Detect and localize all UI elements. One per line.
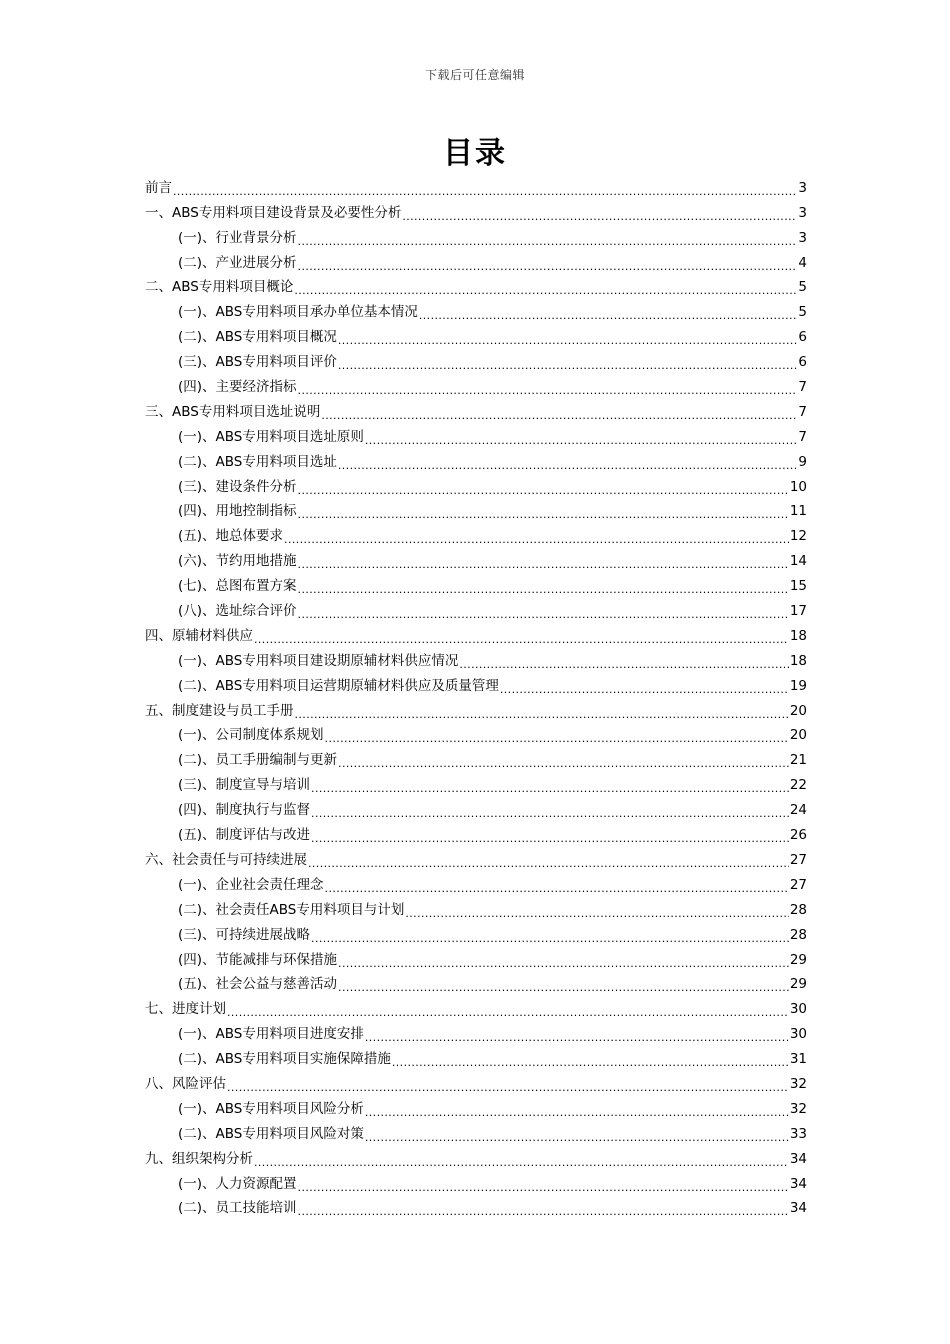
toc-entry-title: (三)、制度宣导与培训 bbox=[178, 777, 311, 794]
toc-entry[interactable] bbox=[145, 846, 807, 871]
toc-dot-leader bbox=[365, 432, 798, 446]
toc-entry-title: (五)、制度评估与改进 bbox=[178, 827, 311, 844]
toc-dot-leader bbox=[311, 780, 789, 794]
toc-entry-page-number: 21 bbox=[789, 752, 807, 769]
toc-entry-title: (三)、建设条件分析 bbox=[178, 478, 297, 495]
toc-entry-page-number: 15 bbox=[789, 578, 807, 595]
toc-dot-leader bbox=[338, 332, 798, 346]
toc-entry-page-number: 7 bbox=[798, 379, 807, 396]
toc-entry[interactable] bbox=[145, 1095, 807, 1120]
toc-entry[interactable] bbox=[145, 249, 807, 274]
toc-entry-title: (二)、员工手册编制与更新 bbox=[178, 752, 338, 769]
toc-entry-title: 八、风险评估 bbox=[145, 1075, 226, 1092]
toc-dot-leader bbox=[405, 905, 788, 919]
toc-entry-title: (一)、行业背景分析 bbox=[178, 229, 297, 246]
toc-entry[interactable] bbox=[145, 995, 807, 1020]
toc-entry-page-number: 22 bbox=[789, 777, 807, 794]
toc-entry-page-number: 6 bbox=[798, 329, 807, 346]
toc-entry-page-number: 7 bbox=[798, 428, 807, 445]
toc-dot-leader bbox=[311, 830, 789, 844]
toc-entry-page-number: 10 bbox=[789, 478, 807, 495]
toc-dot-leader bbox=[338, 457, 798, 471]
toc-dot-leader bbox=[365, 1029, 789, 1043]
toc-entry[interactable] bbox=[145, 672, 807, 697]
toc-entry[interactable] bbox=[145, 821, 807, 846]
toc-dot-leader bbox=[298, 556, 789, 570]
toc-entry[interactable] bbox=[145, 348, 807, 373]
toc-entry-title: (一)、ABS专用料项目进度安排 bbox=[178, 1026, 364, 1043]
toc-dot-leader bbox=[338, 755, 789, 769]
toc-entry-page-number: 24 bbox=[789, 802, 807, 819]
toc-entry-page-number: 11 bbox=[789, 503, 807, 520]
toc-entry-page-number: 29 bbox=[789, 976, 807, 993]
toc-entry-page-number: 14 bbox=[789, 553, 807, 570]
toc-entry-title: (四)、用地控制指标 bbox=[178, 503, 297, 520]
toc-entry[interactable] bbox=[145, 1045, 807, 1070]
toc-entry-title: (八)、选址综合评价 bbox=[178, 603, 297, 620]
toc-dot-leader bbox=[419, 307, 798, 321]
toc-entry[interactable] bbox=[145, 398, 807, 423]
toc-entry-page-number: 20 bbox=[789, 727, 807, 744]
toc-entry-page-number: 27 bbox=[789, 851, 807, 868]
toc-entry-page-number: 20 bbox=[789, 702, 807, 719]
toc-entry-page-number: 31 bbox=[789, 1051, 807, 1068]
toc-entry[interactable] bbox=[145, 373, 807, 398]
toc-dot-leader bbox=[254, 631, 789, 645]
toc-dot-leader bbox=[321, 407, 797, 421]
toc-entry-title: (二)、ABS专用料项目运营期原辅材料供应及质量管理 bbox=[178, 677, 499, 694]
toc-entry[interactable] bbox=[145, 448, 807, 473]
toc-entry[interactable] bbox=[145, 1195, 807, 1220]
toc-entry[interactable] bbox=[145, 1170, 807, 1195]
toc-entry[interactable] bbox=[145, 1020, 807, 1045]
toc-entry[interactable] bbox=[145, 746, 807, 771]
toc-entry-page-number: 12 bbox=[789, 528, 807, 545]
toc-entry-page-number: 34 bbox=[789, 1150, 807, 1167]
toc-entry[interactable] bbox=[145, 298, 807, 323]
toc-entry[interactable] bbox=[145, 971, 807, 996]
toc-entry-title: (一)、公司制度体系规划 bbox=[178, 727, 324, 744]
toc-entry-title: (一)、人力资源配置 bbox=[178, 1175, 297, 1192]
toc-dot-leader bbox=[338, 979, 789, 993]
toc-entry-title: 五、制度建设与员工手册 bbox=[145, 702, 294, 719]
toc-entry-title: (二)、ABS专用料项目概况 bbox=[178, 329, 337, 346]
toc-dot-leader bbox=[227, 1004, 789, 1018]
toc-dot-leader bbox=[295, 706, 789, 720]
toc-entry-title: (四)、制度执行与监督 bbox=[178, 802, 311, 819]
toc-entry-page-number: 32 bbox=[789, 1075, 807, 1092]
toc-entry-page-number: 28 bbox=[789, 926, 807, 943]
toc-dot-leader bbox=[298, 258, 798, 272]
toc-entry[interactable] bbox=[145, 423, 807, 448]
toc-entry-title: 二、ABS专用料项目概论 bbox=[145, 279, 294, 296]
toc-entry[interactable] bbox=[145, 597, 807, 622]
toc-dot-leader bbox=[365, 1104, 789, 1118]
toc-entry-title: (六)、节约用地措施 bbox=[178, 553, 297, 570]
toc-title: 目录 bbox=[443, 136, 507, 171]
toc-dot-leader bbox=[338, 357, 798, 371]
toc-entry-page-number: 26 bbox=[789, 827, 807, 844]
toc-entry-title: (四)、主要经济指标 bbox=[178, 379, 297, 396]
toc-entry-title: (一)、ABS专用料项目选址原则 bbox=[178, 428, 364, 445]
toc-entry[interactable] bbox=[145, 622, 807, 647]
toc-entry-title: 四、原辅材料供应 bbox=[145, 627, 253, 644]
toc-entry-title: 三、ABS专用料项目选址说明 bbox=[145, 403, 321, 420]
toc-entry-title: 九、组织架构分析 bbox=[145, 1150, 253, 1167]
toc-dot-leader bbox=[338, 955, 789, 969]
toc-dot-leader bbox=[227, 1079, 789, 1093]
toc-dot-leader bbox=[459, 656, 788, 670]
toc-entry-page-number: 33 bbox=[789, 1125, 807, 1142]
toc-entry[interactable] bbox=[145, 946, 807, 971]
toc-entry[interactable] bbox=[145, 896, 807, 921]
toc-entry[interactable] bbox=[145, 697, 807, 722]
toc-entry-page-number: 27 bbox=[789, 876, 807, 893]
toc-entry-page-number: 5 bbox=[798, 304, 807, 321]
toc-entry-title: (三)、可持续进展战略 bbox=[178, 926, 311, 943]
toc-entry[interactable] bbox=[145, 224, 807, 249]
toc-entry-page-number: 6 bbox=[798, 354, 807, 371]
toc-entry[interactable] bbox=[145, 547, 807, 572]
toc-dot-leader bbox=[298, 606, 789, 620]
toc-dot-leader bbox=[294, 282, 797, 296]
toc-entry-page-number: 34 bbox=[789, 1200, 807, 1217]
toc-entry[interactable] bbox=[145, 796, 807, 821]
toc-entry[interactable] bbox=[145, 572, 807, 597]
toc-dot-leader bbox=[254, 1154, 789, 1168]
toc-entry-title: 前言 bbox=[145, 179, 172, 196]
toc-dot-leader bbox=[402, 208, 797, 222]
toc-entry-title: (四)、节能减排与环保措施 bbox=[178, 951, 338, 968]
toc-dot-leader bbox=[298, 581, 789, 595]
toc-entry-title: (三)、ABS专用料项目评价 bbox=[178, 354, 337, 371]
toc-dot-leader bbox=[500, 681, 789, 695]
toc-dot-leader bbox=[173, 183, 797, 197]
toc-entry[interactable] bbox=[145, 921, 807, 946]
toc-entry-title: (一)、ABS专用料项目建设期原辅材料供应情况 bbox=[178, 652, 459, 669]
toc-dot-leader bbox=[298, 482, 789, 496]
toc-entry-page-number: 32 bbox=[789, 1100, 807, 1117]
toc-entry[interactable] bbox=[145, 274, 807, 299]
toc-entry-page-number: 34 bbox=[789, 1175, 807, 1192]
toc-entry-page-number: 18 bbox=[789, 627, 807, 644]
toc-entry-page-number: 5 bbox=[798, 279, 807, 296]
toc-dot-leader bbox=[298, 382, 798, 396]
toc-entry[interactable] bbox=[145, 1070, 807, 1095]
toc-entry-page-number: 30 bbox=[789, 1026, 807, 1043]
toc-dot-leader bbox=[298, 1179, 789, 1193]
toc-entry-page-number: 9 bbox=[798, 453, 807, 470]
toc-entry-page-number: 3 bbox=[798, 229, 807, 246]
toc-entry[interactable] bbox=[145, 1120, 807, 1145]
toc-entry-page-number: 30 bbox=[789, 1001, 807, 1018]
toc-entry-title: 七、进度计划 bbox=[145, 1001, 226, 1018]
toc-dot-leader bbox=[298, 1203, 789, 1217]
toc-entry-title: (五)、地总体要求 bbox=[178, 528, 284, 545]
toc-entry-title: 六、社会责任与可持续进展 bbox=[145, 851, 307, 868]
toc-entry-page-number: 4 bbox=[798, 254, 807, 271]
toc-entry-page-number: 18 bbox=[789, 652, 807, 669]
toc-entry-title: (二)、ABS专用料项目风险对策 bbox=[178, 1125, 364, 1142]
toc-entry-title: (一)、ABS专用料项目承办单位基本情况 bbox=[178, 304, 418, 321]
toc-dot-leader bbox=[298, 506, 789, 520]
toc-entry[interactable] bbox=[145, 473, 807, 498]
toc-entry-page-number: 3 bbox=[798, 204, 807, 221]
toc-entry[interactable] bbox=[145, 871, 807, 896]
toc-entry-page-number: 17 bbox=[789, 603, 807, 620]
toc-dot-leader bbox=[311, 805, 789, 819]
toc-entry[interactable] bbox=[145, 1145, 807, 1170]
toc-entry-page-number: 28 bbox=[789, 901, 807, 918]
toc-entry-page-number: 29 bbox=[789, 951, 807, 968]
toc-dot-leader bbox=[325, 730, 789, 744]
toc-entry[interactable] bbox=[145, 323, 807, 348]
toc-entry[interactable] bbox=[145, 199, 807, 224]
toc-entry[interactable] bbox=[145, 647, 807, 672]
toc-entry-title: (二)、产业进展分析 bbox=[178, 254, 297, 271]
toc-entry[interactable] bbox=[145, 722, 807, 747]
toc-entry[interactable] bbox=[145, 174, 807, 199]
toc-entry-title: (二)、员工技能培训 bbox=[178, 1200, 297, 1217]
toc-entry-title: (二)、ABS专用料项目选址 bbox=[178, 453, 337, 470]
toc-entry-title: (一)、ABS专用料项目风险分析 bbox=[178, 1100, 364, 1117]
toc-entry-title: 一、ABS专用料项目建设背景及必要性分析 bbox=[145, 204, 402, 221]
toc-entry-page-number: 19 bbox=[789, 677, 807, 694]
toc-entry-title: (二)、社会责任ABS专用料项目与计划 bbox=[178, 901, 405, 918]
toc-dot-leader bbox=[308, 855, 789, 869]
toc-dot-leader bbox=[298, 233, 798, 247]
toc-dot-leader bbox=[325, 880, 789, 894]
toc-entry-title: (一)、企业社会责任理念 bbox=[178, 876, 324, 893]
table-of-contents bbox=[145, 174, 807, 1219]
toc-entry-page-number: 7 bbox=[798, 403, 807, 420]
toc-entry[interactable] bbox=[145, 498, 807, 523]
toc-entry[interactable] bbox=[145, 522, 807, 547]
toc-dot-leader bbox=[284, 531, 789, 545]
toc-dot-leader bbox=[392, 1054, 789, 1068]
toc-dot-leader bbox=[365, 1129, 789, 1143]
toc-entry-page-number: 3 bbox=[798, 179, 807, 196]
toc-dot-leader bbox=[311, 930, 789, 944]
page-header-note: 下载后可任意编辑 bbox=[424, 68, 525, 82]
toc-entry-title: (五)、社会公益与慈善活动 bbox=[178, 976, 338, 993]
toc-entry-title: (二)、ABS专用料项目实施保障措施 bbox=[178, 1051, 391, 1068]
toc-entry[interactable] bbox=[145, 771, 807, 796]
toc-entry-title: (七)、总图布置方案 bbox=[178, 578, 297, 595]
